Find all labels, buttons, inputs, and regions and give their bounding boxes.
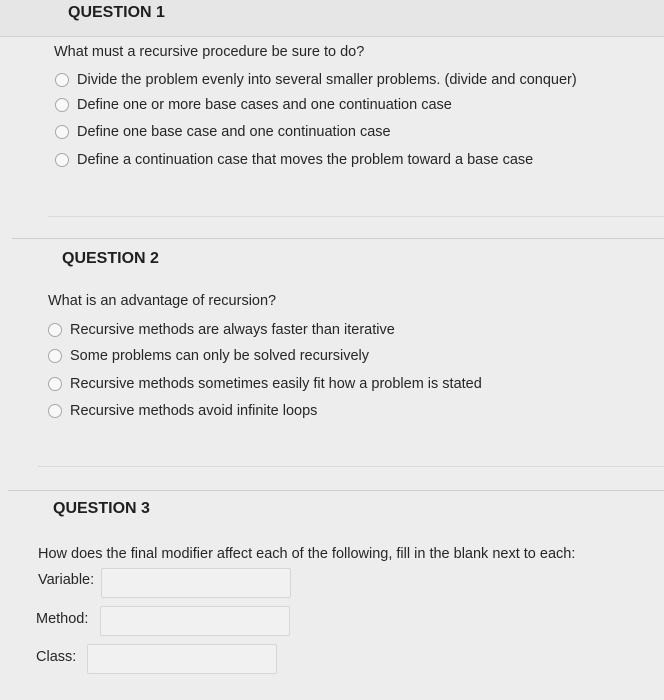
question-1-option-3[interactable] [55, 124, 391, 140]
question-2-option-4[interactable] [48, 403, 317, 419]
question-1-option-1[interactable] [55, 72, 577, 88]
question-2-option-1[interactable] [48, 322, 395, 338]
option-label: Divide the problem evenly into several smaller problems. (divide and conquer) [77, 72, 577, 88]
radio-button[interactable] [55, 73, 69, 87]
method-input[interactable] [100, 606, 290, 636]
question-2-option-2[interactable] [48, 348, 369, 364]
radio-button[interactable] [48, 349, 62, 363]
question-1-option-4[interactable] [55, 152, 533, 168]
option-label: Define one base case and one continuation case [77, 124, 391, 140]
radio-button[interactable] [48, 323, 62, 337]
question-2-option-3[interactable] [48, 376, 482, 392]
option-label: Recursive methods are always faster than iterative [70, 322, 395, 338]
question-1-option-2[interactable] [55, 97, 452, 113]
radio-button[interactable] [55, 98, 69, 112]
variable-label: Variable: [38, 572, 95, 588]
radio-button[interactable] [55, 125, 69, 139]
question-1-prompt: What must a recursive procedure be sure to do? [54, 44, 365, 60]
divider [48, 216, 664, 217]
method-label: Method: [36, 611, 89, 627]
option-label: Some problems can only be solved recursively [70, 348, 369, 364]
option-label: Define a continuation case that moves the problem toward a base case [77, 152, 534, 168]
question-3-prompt: How does the final modifier affect each of the following, fill in the blank next to each: [38, 546, 576, 562]
divider [8, 490, 664, 491]
option-label: Recursive methods sometimes easily fit how a problem is stated [70, 376, 482, 392]
option-label: Recursive methods avoid infinite loops [70, 403, 318, 419]
divider [12, 238, 664, 239]
radio-button[interactable] [55, 153, 69, 167]
class-label: Class: [36, 649, 77, 665]
question-1-title: QUESTION 1 [68, 4, 165, 21]
variable-input[interactable] [101, 568, 291, 598]
question-2-title: QUESTION 2 [62, 250, 159, 267]
question-2-prompt: What is an advantage of recursion? [48, 293, 277, 309]
radio-button[interactable] [48, 377, 62, 391]
class-input[interactable] [87, 644, 277, 674]
option-label: Define one or more base cases and one continuation case [77, 97, 452, 113]
divider [38, 466, 664, 467]
radio-button[interactable] [48, 404, 62, 418]
question-3-title: QUESTION 3 [53, 500, 150, 517]
